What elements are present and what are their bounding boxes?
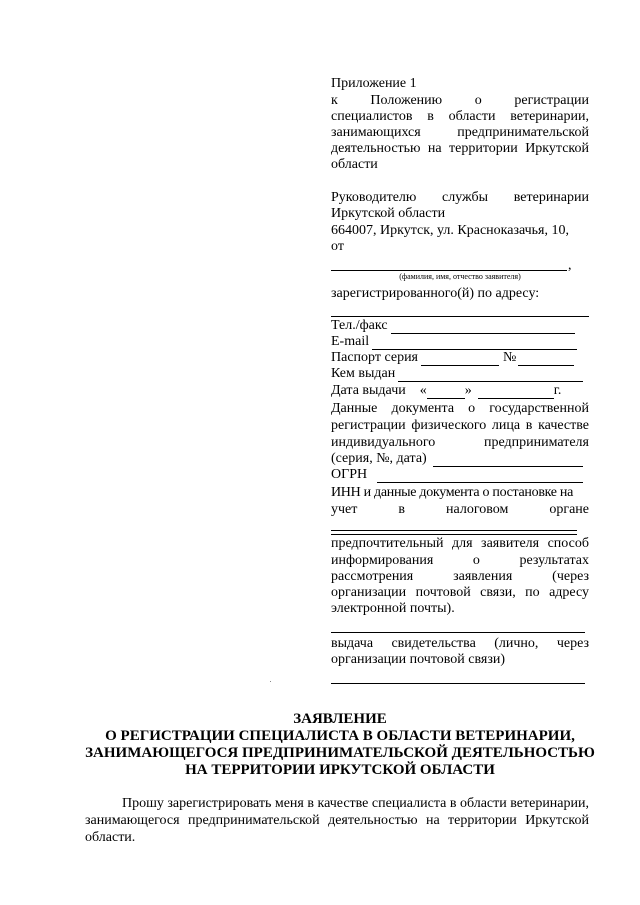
issue-pref-line-2: организации почтовой связи) <box>331 652 506 667</box>
phone-field[interactable] <box>331 318 589 334</box>
passport-field[interactable] <box>331 350 589 366</box>
issue-preference-line[interactable] <box>331 632 585 633</box>
scan-speck <box>270 681 271 682</box>
email-label: E-mail <box>331 334 370 349</box>
document-title-line-3: ЗАНИМАЮЩЕГОСЯ ПРЕДПРИНИМАТЕЛЬСКОЙ ДЕЯТЕЛЬНОСТЬЮ <box>85 745 595 761</box>
inn-input-line[interactable] <box>331 530 577 531</box>
passport-number-label: № <box>503 350 517 365</box>
info-preference-line[interactable] <box>331 534 577 535</box>
info-pref-line-5: электронной почты). <box>331 601 455 616</box>
info-pref-line-4: организации почтовой связи, по адресу <box>331 585 589 600</box>
email-input-line[interactable] <box>372 337 577 350</box>
issue-date-day-line[interactable] <box>427 386 465 399</box>
issued-by-label: Кем выдан <box>331 366 396 381</box>
phone-label: Тел./факс <box>331 318 388 333</box>
issue-date-field[interactable] <box>331 383 589 399</box>
document-title: ЗАЯВЛЕНИЕ <box>293 711 387 727</box>
appendix-label: Приложение 1 <box>331 76 417 91</box>
reg-doc-line-2: регистрации физического лица в качестве <box>331 418 589 433</box>
info-pref-line-3: рассмотрения заявления (через <box>331 569 589 584</box>
addressee-line-3: 664007, Иркутск, ул. Красноказачья, 10, <box>331 223 569 238</box>
passport-number-input-line[interactable] <box>518 353 574 366</box>
issue-date-year-suffix: г. <box>553 383 562 398</box>
appendix-ref-line-2: специалистов в области ветеринарии, <box>331 109 589 124</box>
reg-doc-input-line[interactable] <box>433 454 583 467</box>
email-field[interactable] <box>331 334 589 350</box>
issue-pref-line-1: выдача свидетельства (лично, через <box>331 636 589 651</box>
ogrn-input-line[interactable] <box>377 470 583 483</box>
passport-series-input-line[interactable] <box>421 353 499 366</box>
phone-input-line[interactable] <box>391 321 575 334</box>
reg-doc-field[interactable] <box>331 451 589 467</box>
addressee-line-4: от <box>331 239 344 254</box>
ogrn-field[interactable] <box>331 467 589 483</box>
appendix-ref-line-4: деятельностью на территории Иркутской <box>331 141 589 156</box>
issue-date-label: Дата выдачи <box>331 383 406 398</box>
inn-line-2: учет в налоговом органе <box>331 502 589 517</box>
applicant-name-caption: (фамилия, имя, отчество заявителя) <box>399 272 521 281</box>
addressee-line-1: Руководителю службы ветеринарии <box>331 190 589 205</box>
ogrn-label: ОГРН <box>331 467 368 482</box>
applicant-name-line[interactable] <box>331 270 567 271</box>
issue-date-quote-close: » <box>464 383 472 398</box>
reg-doc-series-label: (серия, №, дата) <box>331 451 427 466</box>
appendix-ref-line-1: к Положению о регистрации <box>331 93 589 108</box>
document-title-line-4: НА ТЕРРИТОРИИ ИРКУТСКОЙ ОБЛАСТИ <box>185 762 495 778</box>
issued-by-field[interactable] <box>331 366 589 382</box>
reg-doc-line-3: индивидуального предпринимателя <box>331 435 589 450</box>
inn-line-1: ИНН и данные документа о постановке на <box>331 485 574 500</box>
issue-preference-bottom-line[interactable] <box>331 683 585 684</box>
info-pref-line-1: предпочтительный для заявителя способ <box>331 536 589 551</box>
applicant-name-comma: , <box>568 258 572 273</box>
issued-by-input-line[interactable] <box>398 369 583 382</box>
appendix-ref-line-5: области <box>331 157 378 172</box>
registered-address-label: зарегистрированного(й) по адресу: <box>331 286 540 301</box>
issue-date-month-year-line[interactable] <box>478 386 554 399</box>
info-pref-line-2: информирования о результатах <box>331 553 589 568</box>
passport-series-label: Паспорт серия <box>331 350 418 365</box>
appendix-ref-line-3: занимающихся предпринимательской <box>331 125 589 140</box>
issue-date-quote-open: « <box>419 383 427 398</box>
reg-doc-line-1: Данные документа о государственной <box>331 401 589 416</box>
document-title-line-2: О РЕГИСТРАЦИИ СПЕЦИАЛИСТА В ОБЛАСТИ ВЕТЕРИНАРИИ, <box>105 728 575 744</box>
body-paragraph: Прошу зарегистрировать меня в качестве специалиста в области ветеринарии, занимающегося предпринимательской деятельностью на территории Иркутской области. <box>85 796 589 845</box>
registered-address-line[interactable] <box>331 316 589 317</box>
addressee-line-2: Иркутской области <box>331 206 446 221</box>
